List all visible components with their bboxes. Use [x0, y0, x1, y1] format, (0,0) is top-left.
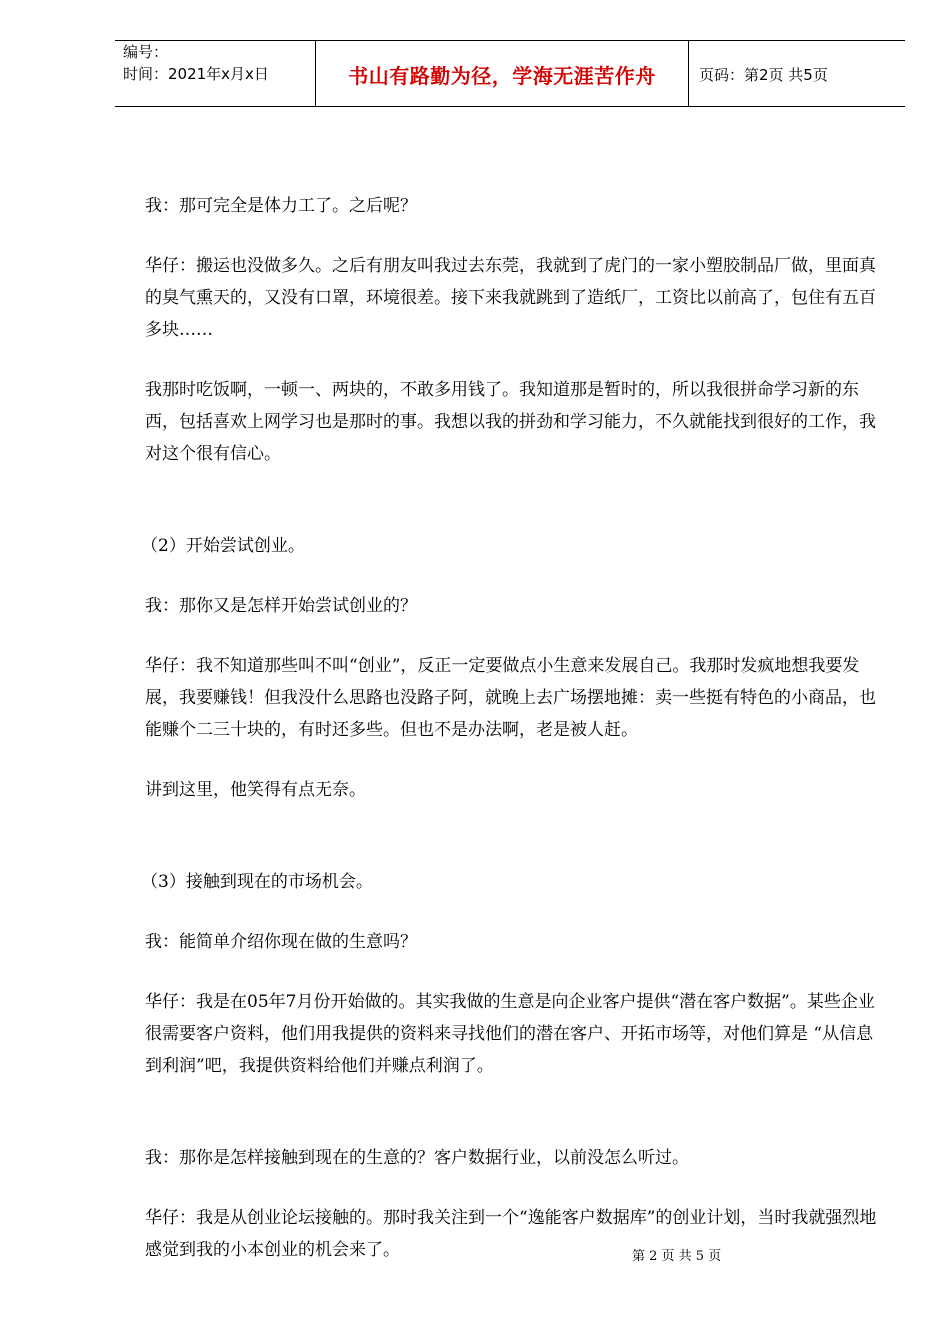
- document-body: [141, 190, 890, 1266]
- paragraph: 我那时吃饭啊，一顿一、两块的，不敢多用钱了。我知道那是暂时的，所以我很拼命学习新的东西，包括喜欢上网学习也是那时的事。我想以我的拼劲和学习能力，不久就能找到很好的工作，我对这个很有信心。: [145, 380, 876, 464]
- page-header: [115, 40, 905, 107]
- document-number-label: 编号：: [123, 43, 169, 61]
- header-page-number: 页码：第2页 共5页: [699, 65, 828, 84]
- paragraph: 我：那你又是怎样开始尝试创业的？: [145, 596, 417, 616]
- paragraph: 华仔：搬运也没做多久。之后有朋友叫我过去东莞，我就到了虎门的一家小塑胶制品厂做，里面真的臭气熏天的，又没有口罩，环境很差。接下来我就跳到了造纸厂，工资比以前高了，包住有五百多块……: [145, 256, 876, 340]
- paragraph: 我：那可完全是体力工了。之后呢？: [145, 196, 417, 216]
- paragraph: 我：能简单介绍你现在做的生意吗？: [145, 932, 417, 952]
- header-motto: 书山有路勤为径，学海无涯苦作舟: [315, 41, 689, 107]
- section-heading: （3）接触到现在的市场机会。: [141, 872, 373, 892]
- paragraph: 华仔：我是在05年7月份开始做的。其实我做的生意是向企业客户提供“潜在客户数据”。某些企业很需要客户资料，他们用我提供的资料来寻找他们的潜在客户、开拓市场等，对他们算是 “从信息到利润”吧，我提供资料给他们并赚点利润了。: [145, 992, 875, 1076]
- header-meta: [123, 41, 313, 85]
- section-heading: （2）开始尝试创业。: [141, 536, 305, 556]
- paragraph: 华仔：我不知道那些叫不叫“创业”，反正一定要做点小生意来发展自己。我那时发疯地想我要发展，我要赚钱！但我没什么思路也没路子阿，就晚上去广场摆地摊：卖一些挺有特色的小商品，也能赚个二三十块的，有时还多些。但也不是办法啊，老是被人赶。: [145, 656, 876, 740]
- paragraph: 华仔：我是从创业论坛接触的。那时我关注到一个“逸能客户数据库”的创业计划，当时我就强烈地感觉到我的小本创业的机会来了。: [145, 1208, 877, 1260]
- document-time-label: 时间：2021年x月x日: [123, 65, 269, 83]
- page-footer: 第 2 页 共 5 页: [632, 1249, 722, 1264]
- paragraph: 我：那你是怎样接触到现在的生意的？客户数据行业，以前没怎么听过。: [145, 1148, 689, 1168]
- paragraph: 讲到这里，他笑得有点无奈。: [145, 780, 366, 800]
